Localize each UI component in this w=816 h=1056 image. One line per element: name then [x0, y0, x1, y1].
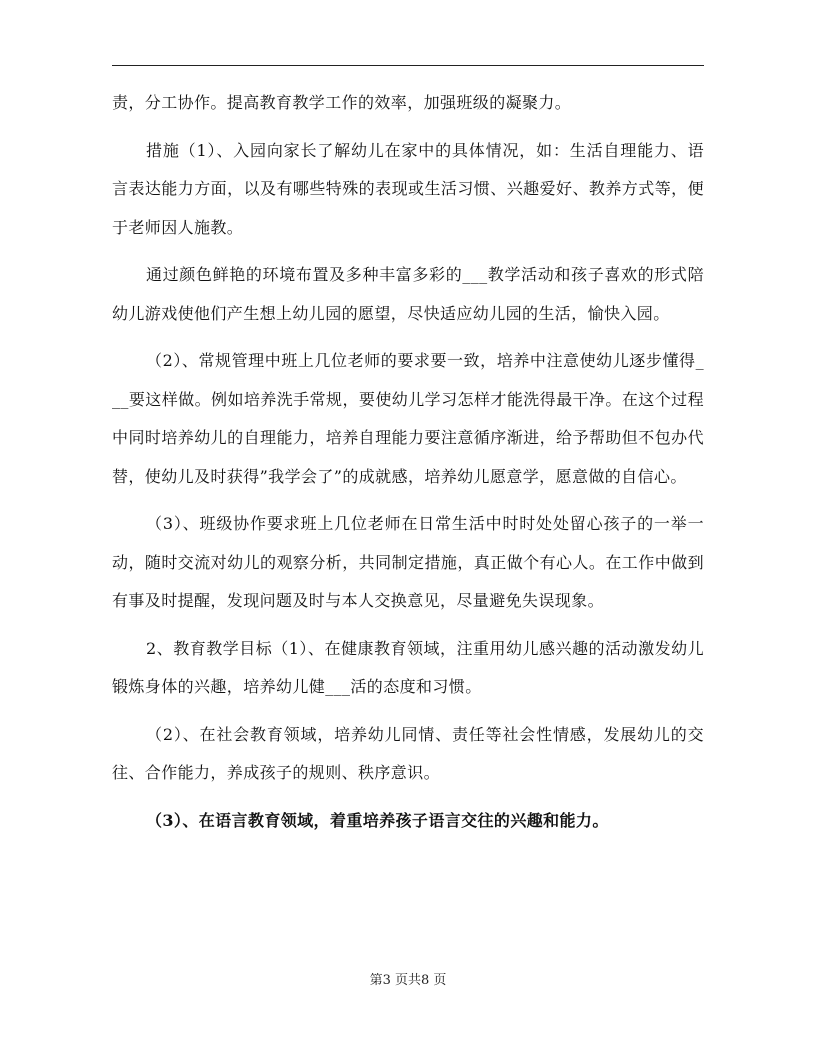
paragraph-2: 措施（1）、入园向家长了解幼儿在家中的具体情况，如：生活自理能力、语言表达能力方面，以及有哪些特殊的表现或生活习惯、兴趣爱好、教养方式等，便于老师因人施教。: [112, 140, 704, 237]
paragraph-1: 责，分工协作。提高教育教学工作的效率，加强班级的凝聚力。: [112, 93, 572, 112]
page-number: 第3 页共8 页: [369, 973, 447, 988]
header-rule: [112, 65, 704, 66]
paragraph-3: 通过颜色鲜艳的环境布置及多种丰富多彩的___教学活动和孩子喜欢的形式陪幼儿游戏使他们产生想上幼儿园的愿望，尽快适应幼儿园的生活，愉快入园。: [112, 265, 704, 323]
paragraph-8: （3）、在语言教育领域，着重培养孩子语言交往的兴趣和能力。: [146, 810, 609, 830]
paragraph-4: （2）、常规管理中班上几位老师的要求要一致，培养中注意使幼儿逐步懂得___要这样做。例如培养洗手常规，要使幼儿学习怎样才能洗得最干净。在这个过程中同时培养幼儿的自理能力，培养自理能力要注意循序渐进，给予帮助但不包办代替，使幼儿及时获得”我学会了”的成就感，培养幼儿愿意学，愿意做的自信心。: [112, 351, 704, 486]
paragraph-5: （3）、班级协作要求班上几位老师在日常生活中时时处处留心孩子的一举一动，随时交流对幼儿的观察分析，共同制定措施，真正做个有心人。在工作中做到有事及时提醒，发现问题及时与本人交换意见，尽量避免失误现象。: [112, 514, 704, 610]
paragraph-6: 2、教育教学目标（1）、在健康教育领域，注重用幼儿感兴趣的活动激发幼儿锻炼身体的兴趣，培养幼儿健___活的态度和习惯。: [112, 638, 704, 696]
document-body: [112, 84, 704, 840]
paragraph-7: （2）、在社会教育领域，培养幼儿同情、责任等社会性情感，发展幼儿的交往、合作能力，养成孩子的规则、秩序意识。: [112, 724, 704, 782]
